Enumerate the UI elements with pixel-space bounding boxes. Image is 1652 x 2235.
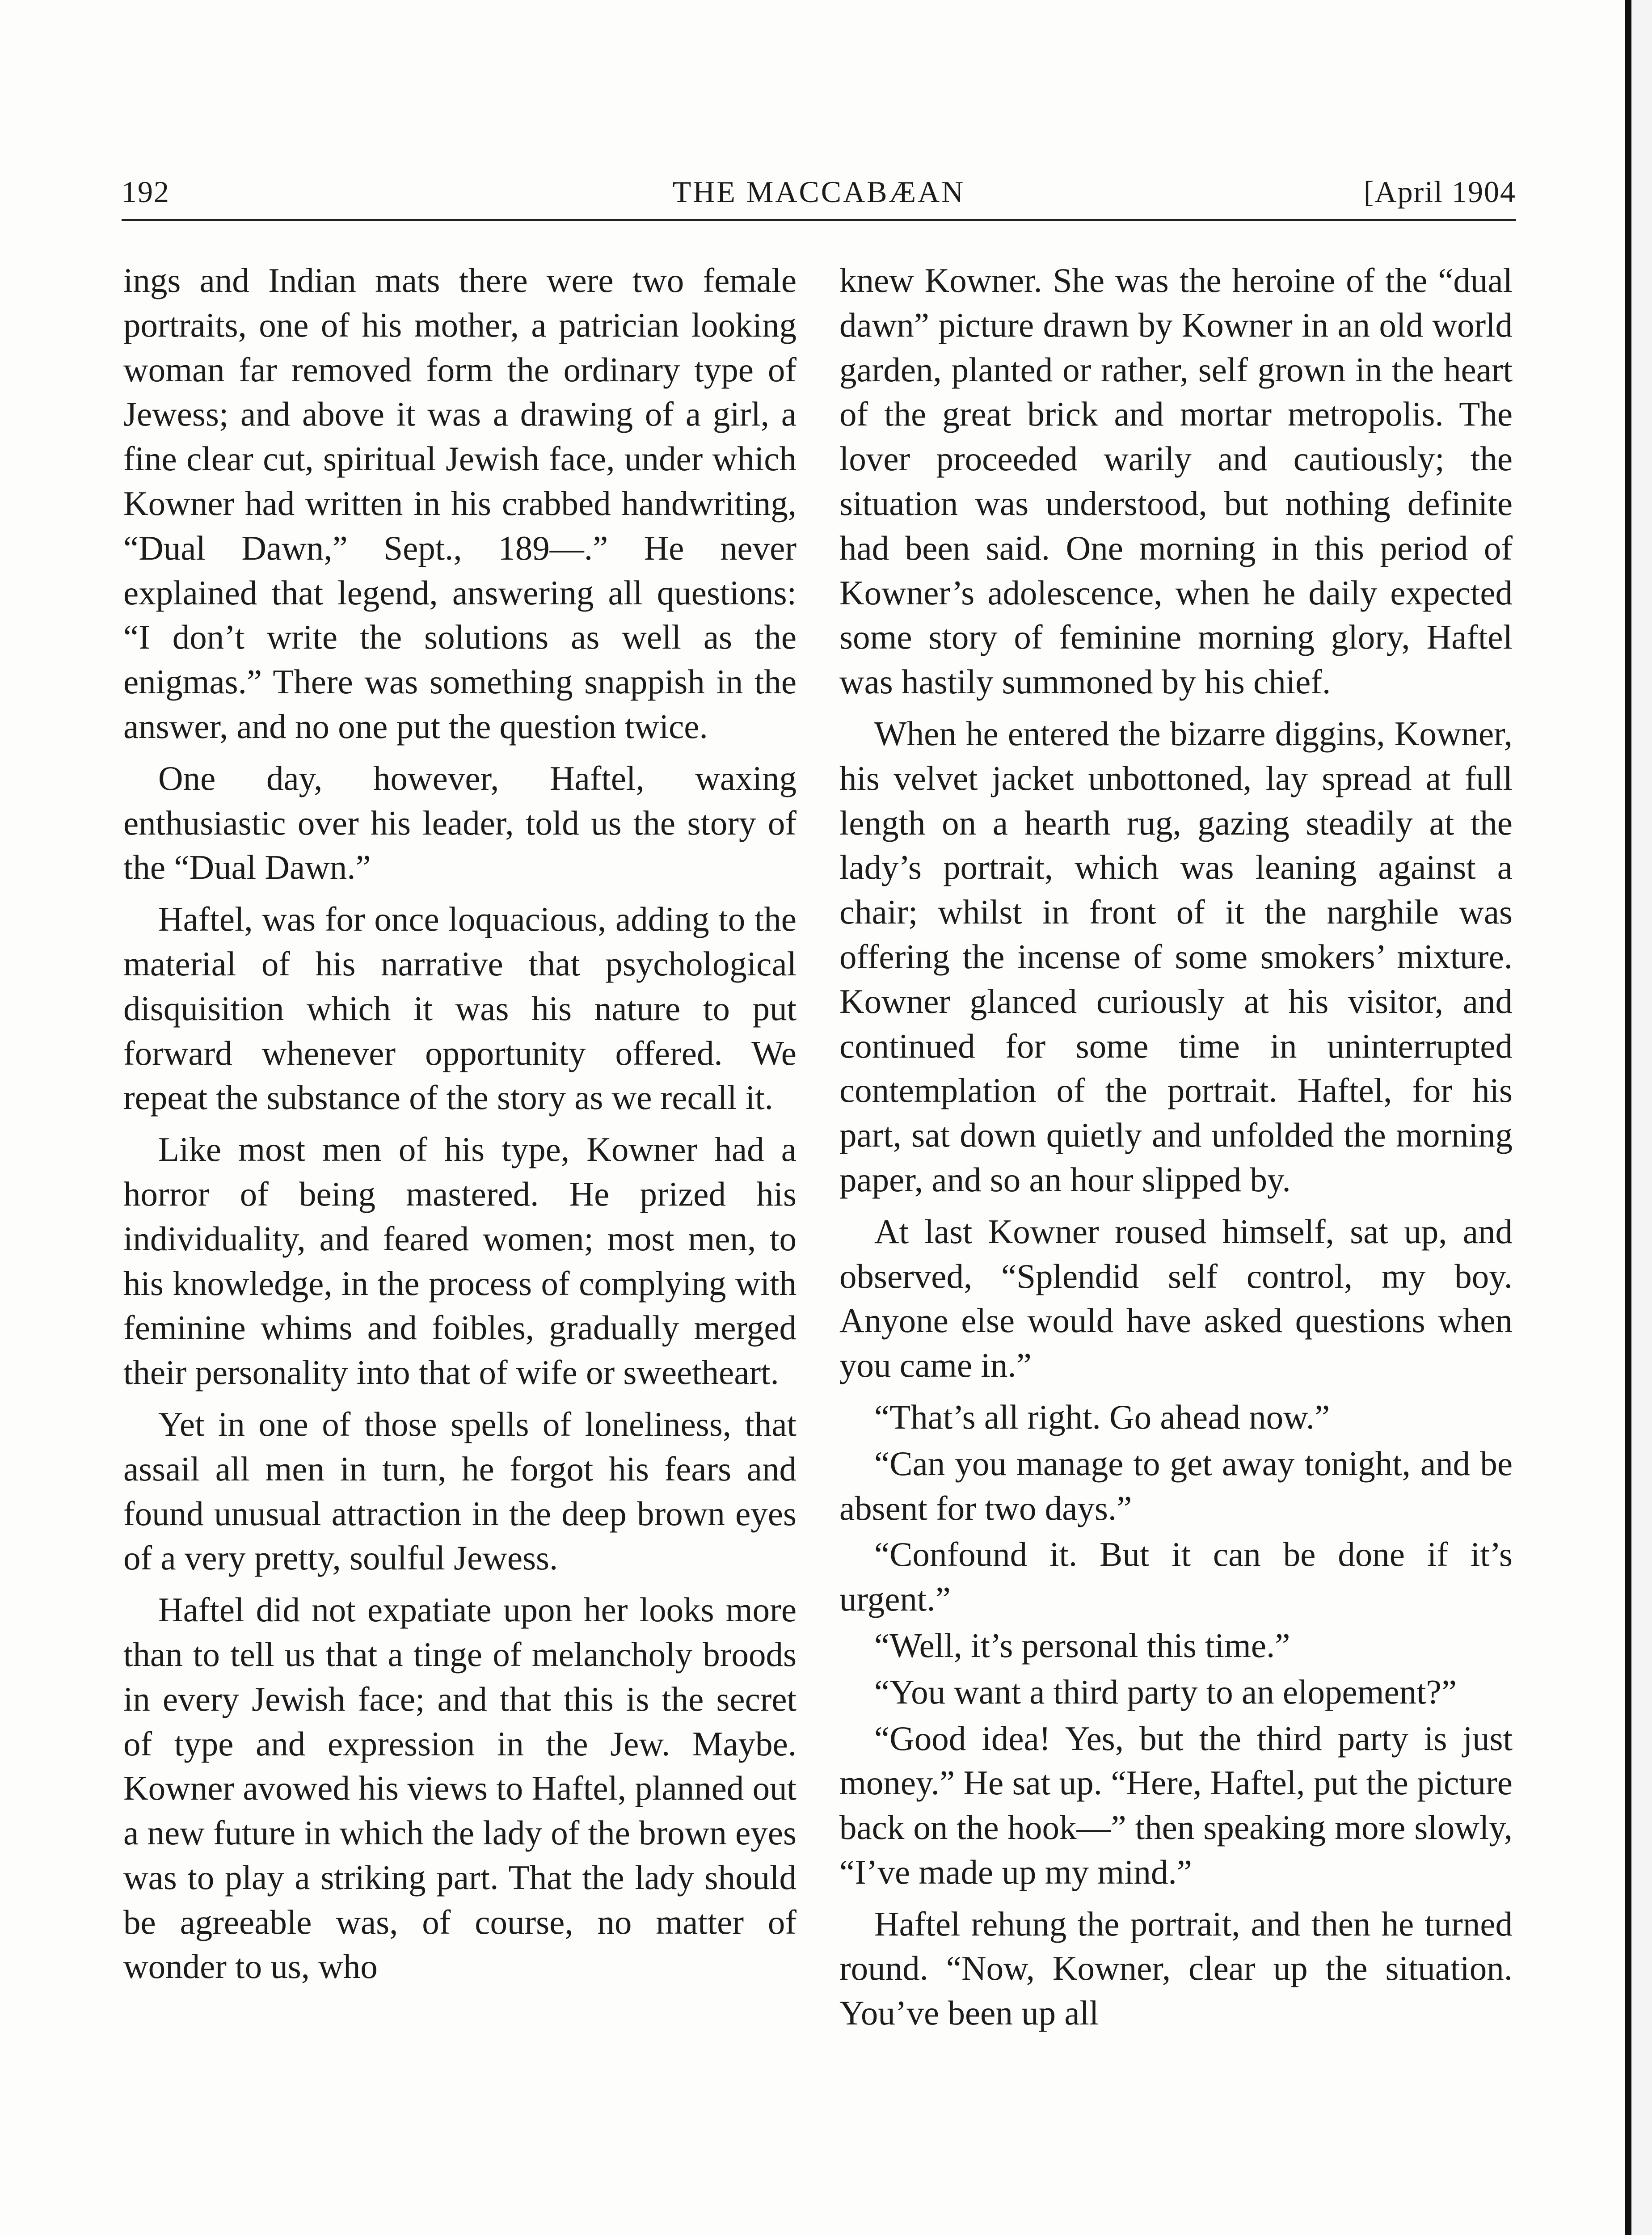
page-edge-shadow bbox=[1625, 0, 1631, 2235]
dialog-line: “Confound it. But it can be done if it’s urgent.” bbox=[839, 1535, 1513, 1619]
paragraph: knew Kowner. She was the heroine of the “dual dawn” picture drawn by Kowner in an old world garden, planted or rather, self grown in the heart of the great brick and mortar metropolis. The lover proceeded warily and cautiously; the situation was understood, but nothing definite had been said. One morning in this period of Kowner’s adolescence, when he daily expected some story of feminine morning glory, Haftel was hastily summoned by his chief. bbox=[839, 261, 1513, 701]
paragraph: Yet in one of those spells of loneliness, that assail all men in turn, he forgot his fears and found unusual attraction in the deep brown eyes of a very pretty, soulful Jewess. bbox=[123, 1404, 796, 1577]
header-rule bbox=[122, 219, 1516, 221]
paragraph: At last Kowner roused himself, sat up, and observed, “Splendid self control, my boy. Anyone else would have asked questions when you came in.” bbox=[839, 1212, 1513, 1385]
dialog-line: “Can you manage to get away tonight, and be absent for two days.” bbox=[839, 1444, 1513, 1527]
issue-date: [April 1904 bbox=[1363, 175, 1516, 209]
paragraph: ings and Indian mats there were two female portraits, one of his mother, a patrician looking woman far removed form the ordinary type of Jewess; and above it was a drawing of a girl, a fine clear cut, spiritual Jewish face, under which Kowner had written in his crabbed handwriting, “Dual Dawn,” Sept., 189—.” He never explained that legend, answering all questions: “I don’t write the solutions as well as the enigmas.” There was something snappish in the answer, and no one put the question twice. bbox=[123, 261, 796, 746]
paragraph: Haftel, was for once loquacious, adding to the material of his narrative that psychological disquisition which it was his nature to put forward whenever opportunity offered. We repeat the substance of the story as we recall it. bbox=[123, 900, 796, 1117]
dialog-line: “You want a third party to an elopement?” bbox=[874, 1672, 1457, 1711]
paragraph: When he entered the bizarre diggins, Kowner, his velvet jacket unbottoned, lay spread at full length on a hearth rug, gazing steadily at the lady’s portrait, which was leaning against a chair; whilst in front of it the narghile was offering the incense of some smokers’ mixture. Kowner glanced curiously at his visitor, and continued for some time in uninterrupted contemplation of the portrait. Haftel, for his part, sat down quietly and unfolded the morning paper, and so an hour slipped by. bbox=[839, 714, 1513, 1199]
paragraph: One day, however, Haftel, waxing enthusiastic over his leader, told us the story of the “Dual Dawn.” bbox=[123, 759, 796, 887]
page-margin-strip bbox=[1631, 0, 1652, 2235]
left-column bbox=[123, 258, 796, 1996]
paragraph: Like most men of his type, Kowner had a horror of being mastered. He prized his individuality, and feared women; most men, to his knowledge, in the process of complying with feminine whims and foibles, gradually merged their personality into that of wife or sweetheart. bbox=[123, 1130, 796, 1392]
dialog-line: “Well, it’s personal this time.” bbox=[874, 1626, 1290, 1665]
paragraph: “Good idea! Yes, but the third party is just money.” He sat up. “Here, Haftel, put the picture back on the hook—” then speaking more slowly, “I’ve made up my mind.” bbox=[839, 1719, 1513, 1891]
running-header bbox=[122, 166, 1516, 215]
dialog-line: “That’s all right. Go ahead now.” bbox=[874, 1397, 1330, 1436]
page-number: 192 bbox=[122, 175, 170, 209]
journal-title: THE MACCABÆAN bbox=[672, 175, 965, 209]
right-column bbox=[839, 258, 1513, 2043]
paragraph: Haftel did not expatiate upon her looks more than to tell us that a tinge of melancholy broods in every Jewish face; and that this is the secret of type and expression in the Jew. Maybe. Kowner avowed his views to Haftel, planned out a new future in which the lady of the brown eyes was to play a striking part. That the lady should be agreeable was, of course, no matter of wonder to us, who bbox=[123, 1590, 796, 1986]
paragraph: Haftel rehung the portrait, and then he turned round. “Now, Kowner, clear up the situation. You’ve been up all bbox=[839, 1904, 1513, 2033]
